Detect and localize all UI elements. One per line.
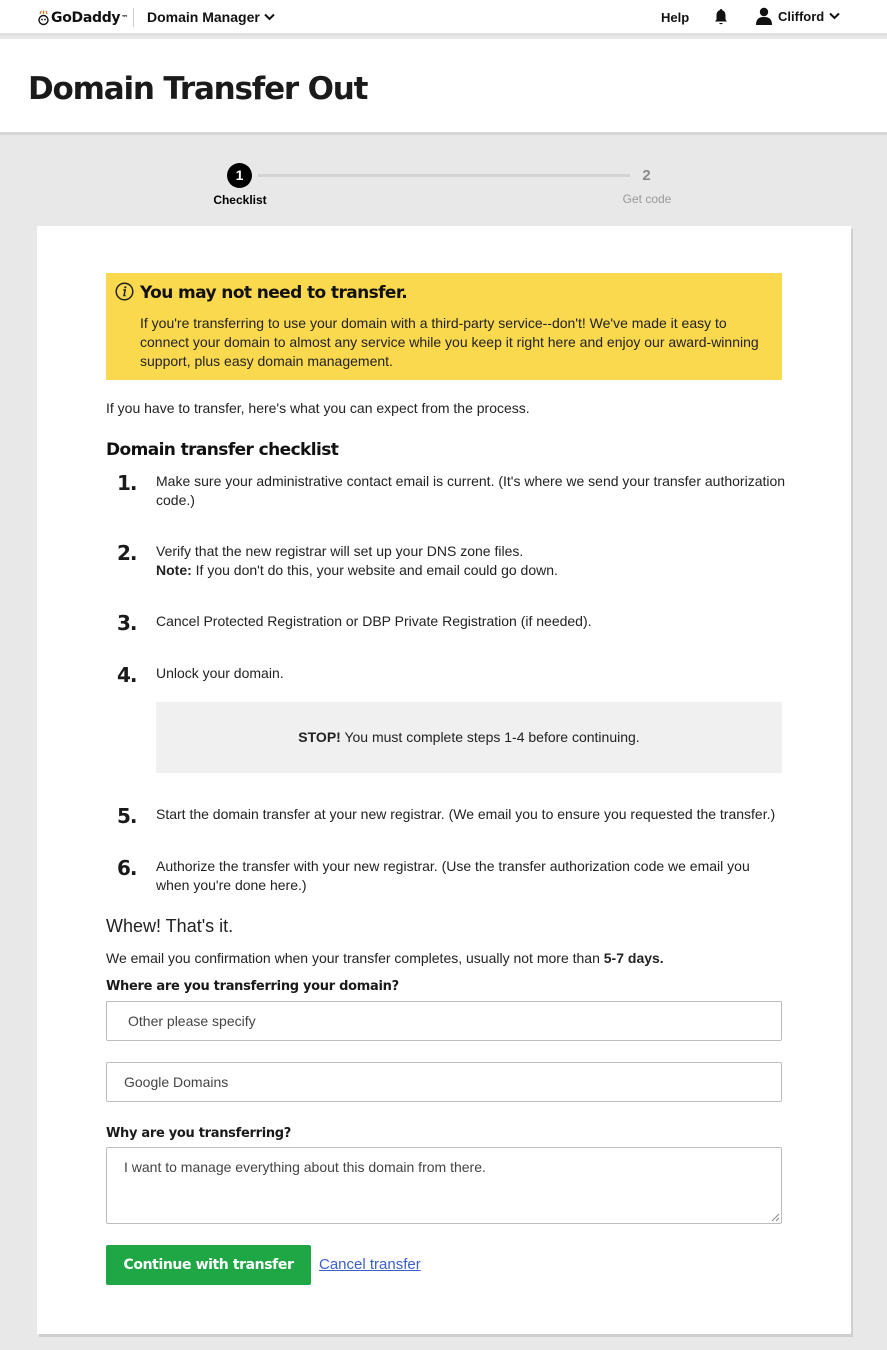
- stop-text: You must complete steps 1-4 before continuing.: [340, 729, 640, 745]
- other-registrar-input[interactable]: [106, 1062, 782, 1102]
- top-nav: [0, 0, 887, 36]
- user-menu[interactable]: [755, 7, 840, 25]
- destination-select[interactable]: Other please specify: [106, 1001, 782, 1041]
- checklist-number: 5.: [117, 804, 137, 828]
- user-icon: [755, 7, 773, 25]
- checklist-note: [156, 561, 786, 580]
- checklist-title: Domain transfer checklist: [106, 440, 339, 460]
- reason-label: Why are you transferring?: [106, 1126, 292, 1141]
- checklist-item: [156, 542, 786, 580]
- confirmation-text: [106, 950, 664, 966]
- alert-body: If you're transferring to use your domain with a third-party service--don't! We've made it easy to connect your domain to almost any service while you keep it right here and enjoy our award-winning support, plus easy domain management.: [140, 315, 759, 369]
- logo-text: GoDaddy: [51, 10, 121, 26]
- checklist-number: 1.: [117, 471, 137, 495]
- completion-heading: Whew! That's it.: [106, 916, 234, 936]
- checklist-number: 3.: [117, 611, 137, 635]
- intro-text: If you have to transfer, here's what you can expect from the process.: [106, 400, 530, 416]
- nav-divider: [133, 8, 134, 27]
- chevron-down-icon: [829, 12, 840, 20]
- logo-trademark: ™: [121, 14, 128, 22]
- domain-manager-menu[interactable]: [147, 9, 275, 25]
- transfer-card: [37, 226, 851, 1334]
- chevron-down-icon: [264, 13, 275, 21]
- step-2-indicator: 2: [642, 167, 651, 184]
- help-link[interactable]: Help: [661, 10, 690, 25]
- alert-title: You may not need to transfer.: [140, 283, 408, 303]
- checklist-number: 2.: [117, 541, 137, 565]
- destination-label: Where are you transferring your domain?: [106, 979, 399, 994]
- checklist-item-text: Authorize the transfer with your new registrar. (Use the transfer authorization code we email you when you're done here.): [156, 858, 750, 893]
- godaddy-mascot-icon: [38, 10, 49, 26]
- confirm-text: We email you confirmation when your transfer completes, usually not more than: [106, 950, 604, 966]
- checklist-number: 4.: [117, 663, 137, 687]
- checklist-item-text: Unlock your domain.: [156, 665, 284, 681]
- godaddy-logo[interactable]: [38, 6, 128, 30]
- resize-handle-icon[interactable]: [771, 1213, 780, 1222]
- warning-alert: [106, 273, 782, 380]
- reason-textarea[interactable]: [106, 1147, 782, 1224]
- stop-notice: [156, 702, 782, 773]
- step-1-label: Checklist: [213, 193, 267, 207]
- step-1-indicator: 1: [227, 163, 252, 188]
- note-text: If you don't do this, your website and email could go down.: [191, 562, 558, 578]
- info-icon: [115, 282, 134, 301]
- domain-manager-label: Domain Manager: [147, 9, 260, 25]
- page-header: [0, 39, 887, 135]
- continue-transfer-button[interactable]: Continue with transfer: [106, 1245, 311, 1285]
- page-title: Domain Transfer Out: [28, 71, 368, 107]
- step-2-label: Get code: [622, 192, 672, 206]
- user-name: Clifford: [778, 8, 825, 24]
- bell-icon[interactable]: [714, 8, 728, 26]
- checklist-item-text: Make sure your administrative contact email is current. (It's where we send your transfer authorization code.): [156, 473, 786, 508]
- checklist-number: 6.: [117, 856, 137, 880]
- checklist-item-text: Verify that the new registrar will set up your DNS zone files.: [156, 543, 524, 559]
- stepper-track: [258, 174, 630, 177]
- cancel-transfer-link[interactable]: Cancel transfer: [319, 1256, 421, 1273]
- checklist-item-text: Cancel Protected Registration or DBP Private Registration (if needed).: [156, 613, 592, 629]
- confirm-duration: 5-7 days.: [603, 950, 664, 966]
- stop-label: STOP!: [298, 729, 341, 745]
- checklist-item-text: Start the domain transfer at your new registrar. (We email you to ensure you requested the transfer.): [156, 806, 776, 822]
- note-label: Note:: [156, 562, 192, 578]
